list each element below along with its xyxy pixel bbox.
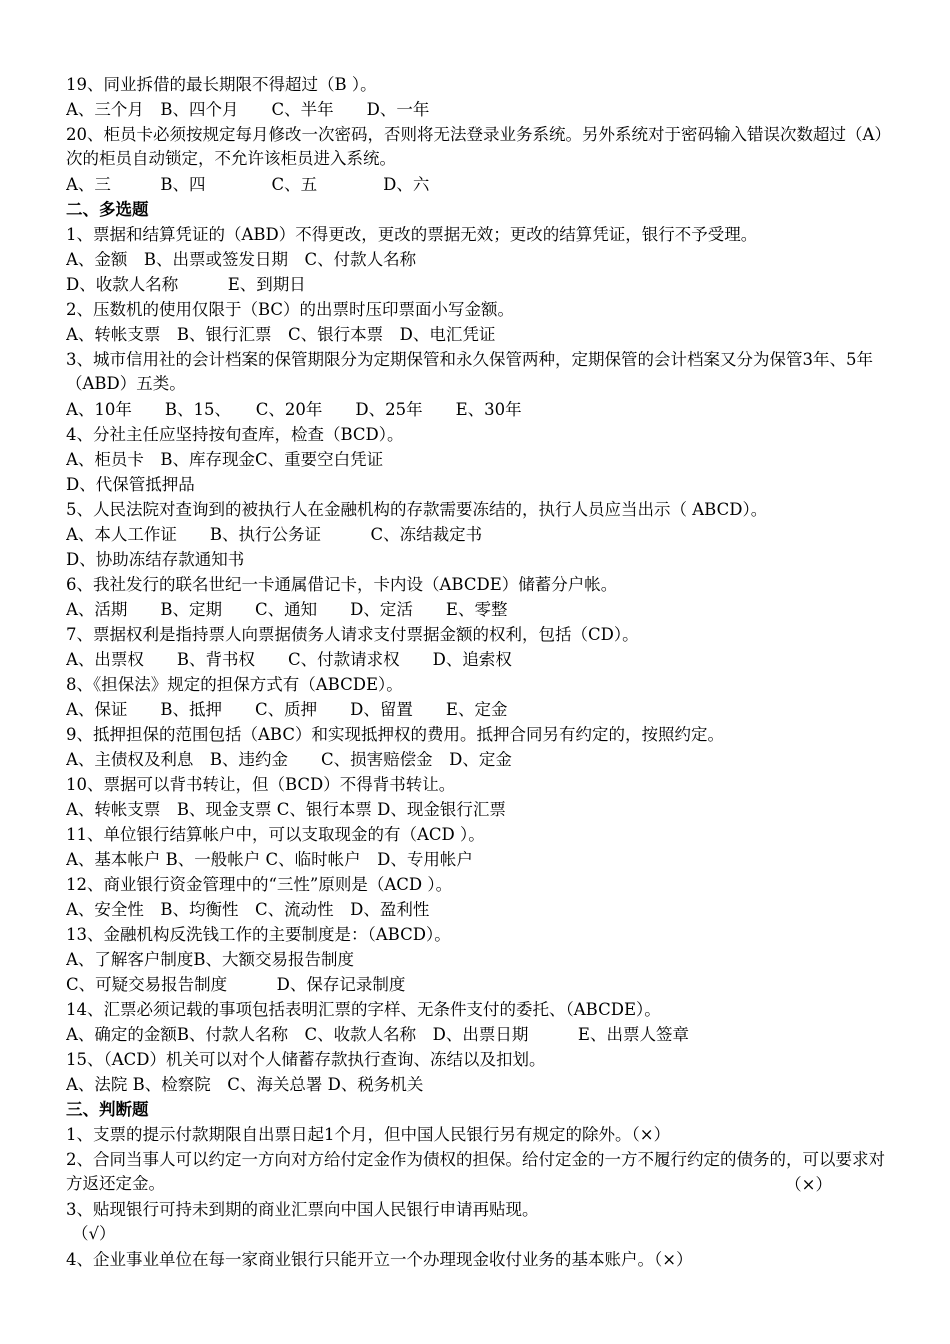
q19-options: A、三个月 B、四个月 C、半年 D、一年	[66, 100, 430, 119]
q20-question: 20、柜员卡必须按规定每月修改一次密码，否则将无法登录业务系统。另外系统对于密码输入错误次数超过（A）次的柜员自动锁定，不允许该柜员进入系统。	[66, 125, 883, 168]
m13-options-line1: A、了解客户制度B、大额交易报告制度	[66, 950, 355, 969]
m1-options-line1: A、金额 B、出票或签发日期 C、付款人名称	[66, 250, 417, 269]
m12-options: A、安全性 B、均衡性 C、流动性 D、盈利性	[66, 900, 430, 919]
q19-question: 19、同业拆借的最长期限不得超过（B ）。	[66, 75, 377, 94]
m14-options: A、确定的金额B、付款人名称 C、收款人名称 D、出票日期 E、出票人签章	[66, 1025, 689, 1044]
m1-question: 1、票据和结算凭证的（ABD）不得更改，更改的票据无效；更改的结算凭证，银行不予受理。	[66, 225, 758, 244]
j2-answer: （×）	[785, 1175, 832, 1194]
m2-question: 2、压数机的使用仅限于（BC）的出票时压印票面小写金额。	[66, 300, 515, 319]
j3-statement: 3、贴现银行可持未到期的商业汇票向中国人民银行申请再贴现。	[66, 1200, 539, 1219]
m15-options: A、法院 B、检察院 C、海关总署 D、税务机关	[66, 1075, 424, 1094]
m7-question: 7、票据权利是指持票人向票据债务人请求支付票据金额的权利，包括（CD）。	[66, 625, 639, 644]
j4-statement: 4、企业事业单位在每一家商业银行只能开立一个办理现金收付业务的基本账户。（×）	[66, 1250, 693, 1269]
m9-question: 9、抵押担保的范围包括（ABC）和实现抵押权的费用。抵押合同另有约定的，按照约定。	[66, 725, 724, 744]
m4-options-line2: D、代保管抵押品	[66, 475, 195, 494]
j2-statement: 2、合同当事人可以约定一方向对方给付定金作为债权的担保。给付定金的一方不履行约定的债务的，可以要求对方返还定金。	[66, 1150, 885, 1193]
m5-options-line1: A、本人工作证 B、执行公务证 C、冻结裁定书	[66, 525, 483, 544]
m7-options: A、出票权 B、背书权 C、付款请求权 D、追索权	[66, 650, 512, 669]
m13-options-line2: C、可疑交易报告制度 D、保存记录制度	[66, 975, 406, 994]
m10-question: 10、票据可以背书转让，但（BCD）不得背书转让。	[66, 775, 456, 794]
m10-options: A、转帐支票 B、现金支票 C、银行本票 D、现金银行汇票	[66, 800, 506, 819]
m3-question: 3、城市信用社的会计档案的保管期限分为定期保管和永久保管两种，定期保管的会计档案又分为保管3年、5年（ABD）五类。	[66, 350, 873, 393]
m8-question: 8、《担保法》规定的担保方式有（ABCDE）。	[66, 675, 403, 694]
m8-options: A、保证 B、抵押 C、质押 D、留置 E、定金	[66, 700, 508, 719]
m1-options-line2: D、收款人名称 E、到期日	[66, 275, 306, 294]
m15-question: 15、（ACD）机关可以对个人储蓄存款执行查询、冻结以及扣划。	[66, 1050, 546, 1069]
m11-question: 11、单位银行结算帐户中，可以支取现金的有（ACD ）。	[66, 825, 485, 844]
q20-options: A、三 B、四 C、五 D、六	[66, 175, 430, 194]
section-heading-true-false: 三、判断题	[66, 1100, 149, 1119]
m5-question: 5、人民法院对查询到的被执行人在金融机构的存款需要冻结的，执行人员应当出示（ ABCD）。	[66, 500, 768, 519]
m3-options: A、10年 B、15、 C、20年 D、25年 E、30年	[66, 400, 522, 419]
j1-statement: 1、支票的提示付款期限自出票日起1个月，但中国人民银行另有规定的除外。（×）	[66, 1125, 671, 1144]
m13-question: 13、金融机构反洗钱工作的主要制度是：（ABCD）。	[66, 925, 451, 944]
m12-question: 12、商业银行资金管理中的“三性”原则是（ACD ）。	[66, 875, 453, 894]
m6-question: 6、我社发行的联名世纪一卡通属借记卡，卡内设（ABCDE）储蓄分户帐。	[66, 575, 618, 594]
m5-options-line2: D、协助冻结存款通知书	[66, 550, 245, 569]
j3-answer: （√）	[72, 1224, 116, 1243]
m14-question: 14、汇票必须记载的事项包括表明汇票的字样、无条件支付的委托、（ABCDE）。	[66, 1000, 661, 1019]
m4-question: 4、分社主任应坚持按旬查库，检查（BCD）。	[66, 425, 404, 444]
m4-options-line1: A、柜员卡 B、库存现金C、重要空白凭证	[66, 450, 384, 469]
m9-options: A、主债权及利息 B、违约金 C、损害赔偿金 D、定金	[66, 750, 512, 769]
m2-options: A、转帐支票 B、银行汇票 C、银行本票 D、电汇凭证	[66, 325, 496, 344]
m6-options: A、活期 B、定期 C、通知 D、定活 E、零整	[66, 600, 508, 619]
m11-options: A、基本帐户 B、一般帐户 C、临时帐户 D、专用帐户	[66, 850, 473, 869]
section-heading-multiple-choice: 二、多选题	[66, 200, 149, 219]
